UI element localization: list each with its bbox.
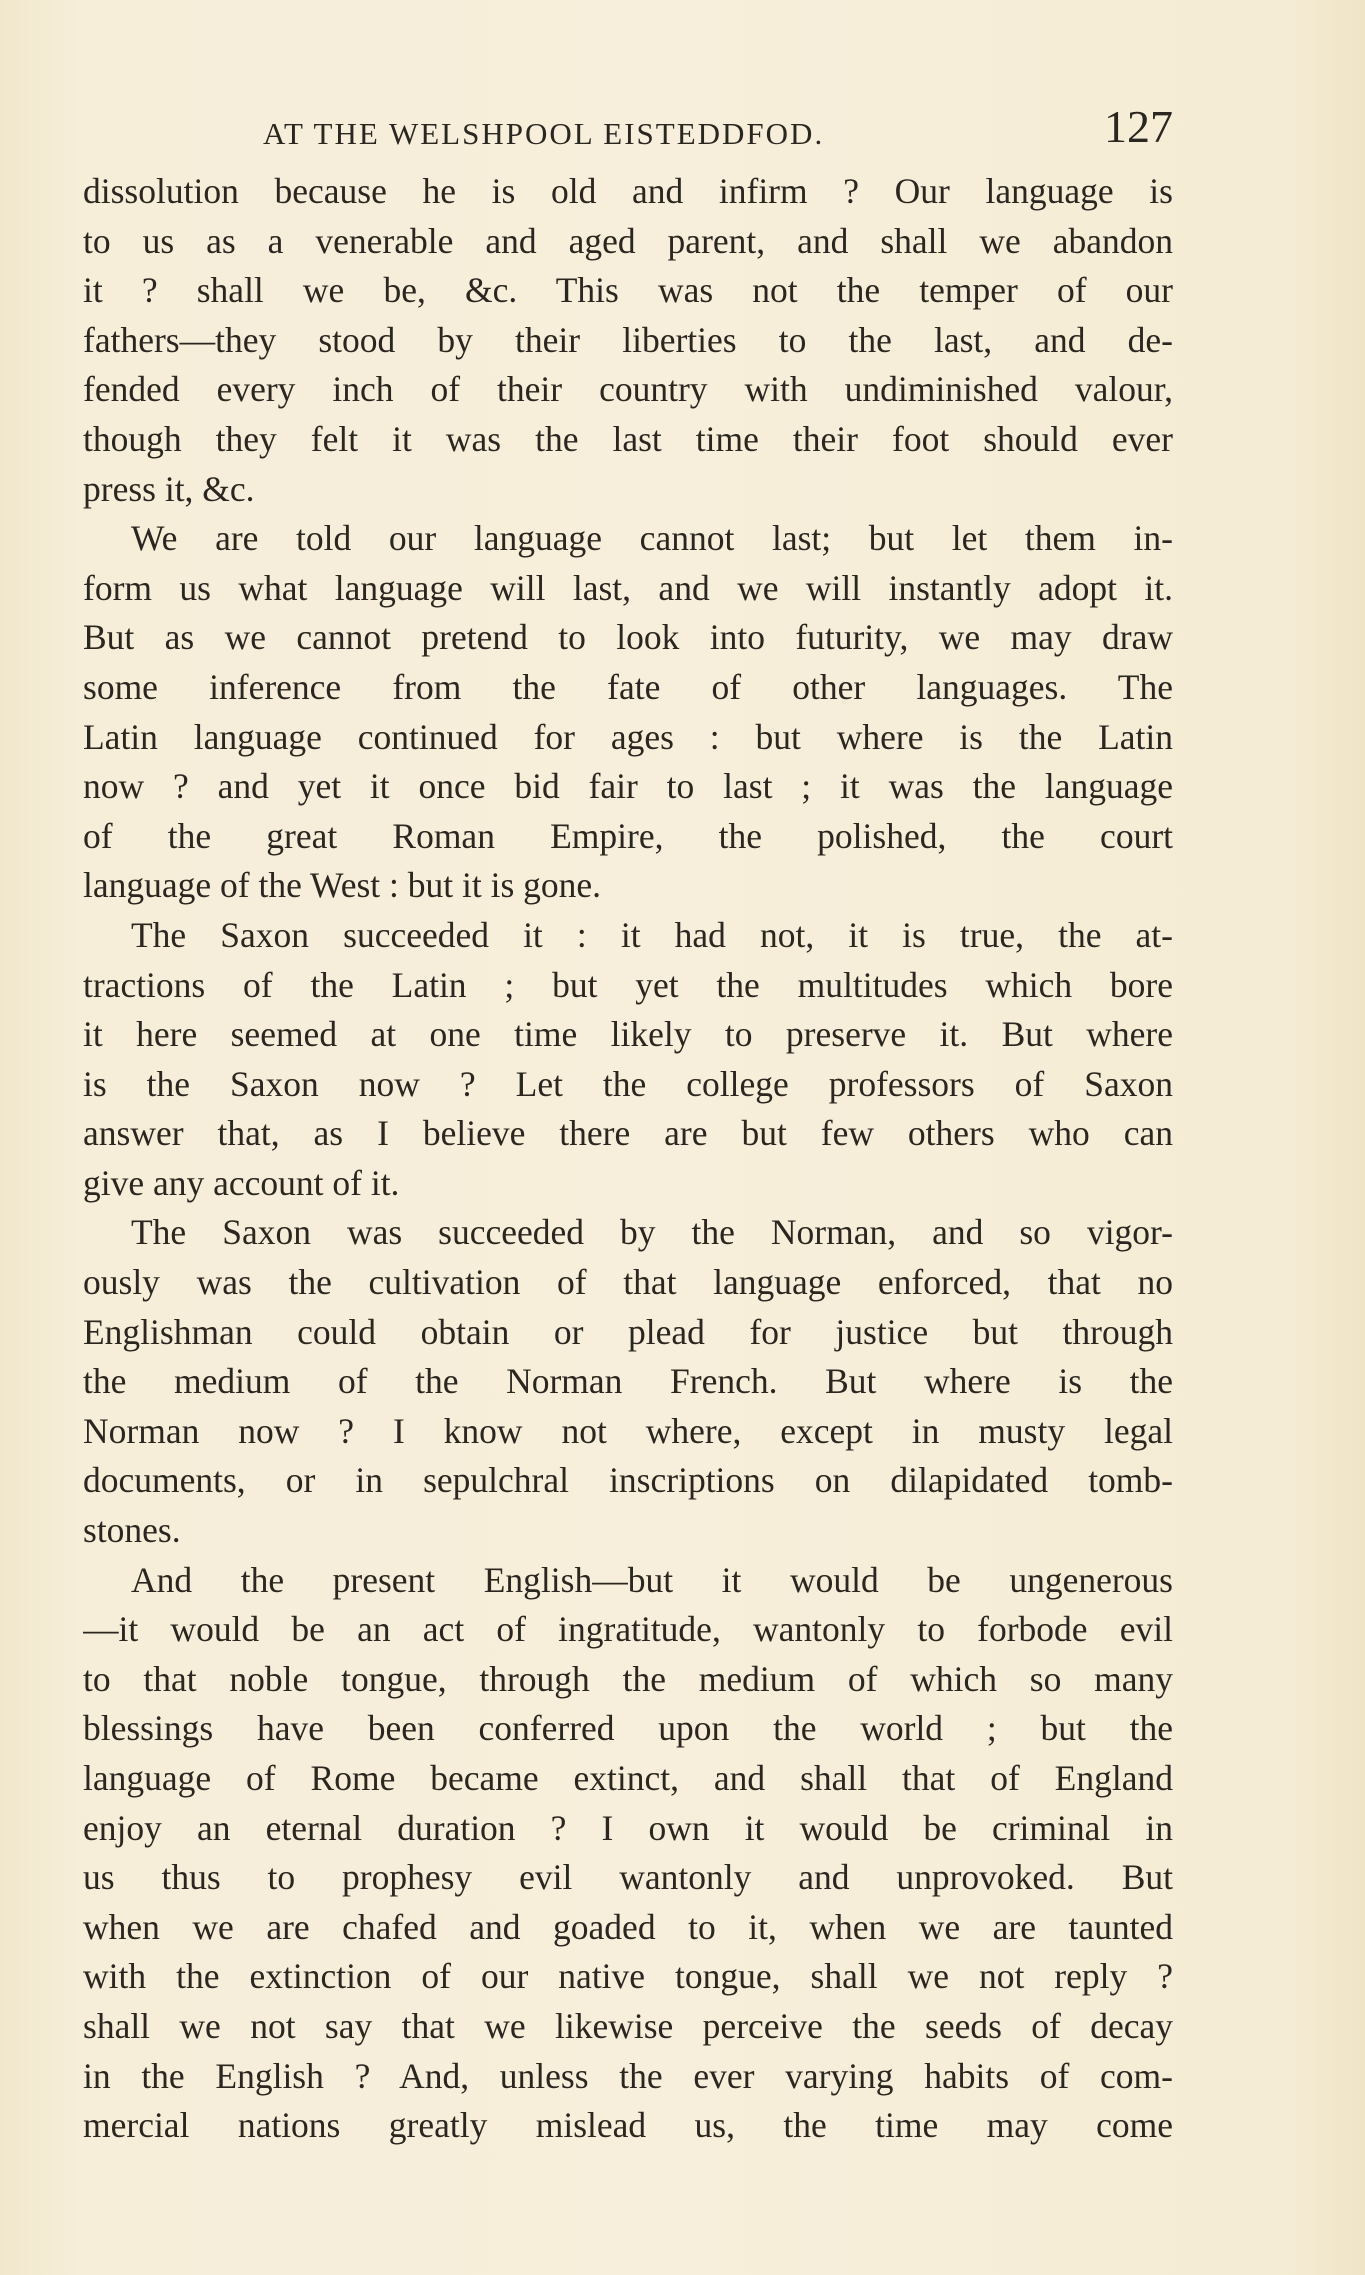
text-line: dissolution because he is old and infirm ? Our language is xyxy=(83,171,1173,211)
text-line: documents, or in sepulchral inscriptions on dilapidated tomb- xyxy=(83,1460,1173,1501)
text-line: though they felt it was the last time their foot should ever xyxy=(83,418,1173,459)
text-line: fathers—they stood by their liberties to the last, and de- xyxy=(83,319,1173,360)
text-line: We are told our language cannot last; but let them in- xyxy=(131,518,1173,559)
text-line: Latin language continued for ages : but where is the Latin xyxy=(83,716,1173,757)
text-line: —it would be an act of ingratitude, wantonly to forbode evil xyxy=(83,1609,1173,1650)
text-line: The Saxon succeeded it : it had not, it is true, the at- xyxy=(131,914,1173,955)
text-line: the medium of the Norman French. But where is the xyxy=(83,1361,1173,1402)
paragraph xyxy=(83,514,1173,911)
text-line: answer that, as I believe there are but few others who can xyxy=(83,1113,1173,1154)
running-head: AT THE WELSHPOOL EISTEDDFOD. xyxy=(263,116,825,151)
text-line: language of the West : but it is gone. xyxy=(83,865,602,906)
text-line: ously was the cultivation of that language enforced, that no xyxy=(83,1262,1173,1303)
text-line: fended every inch of their country with undiminished valour, xyxy=(83,369,1173,410)
paragraph xyxy=(83,911,1173,1209)
text-line: But as we cannot pretend to look into futurity, we may draw xyxy=(83,617,1173,658)
text-line: is the Saxon now ? Let the college professors of Saxon xyxy=(83,1063,1173,1104)
text-line: enjoy an eternal duration ? I own it would be criminal in xyxy=(83,1807,1173,1848)
text-line: us thus to prophesy evil wantonly and unprovoked. But xyxy=(83,1857,1173,1898)
text-line: The Saxon was succeeded by the Norman, and so vigor- xyxy=(131,1212,1173,1253)
paragraph xyxy=(83,1208,1173,1555)
text-line: tractions of the Latin ; but yet the multitudes which bore xyxy=(83,964,1173,1005)
text-line: when we are chafed and goaded to it, when we are taunted xyxy=(83,1906,1173,1947)
text-line: it here seemed at one time likely to preserve it. But where xyxy=(83,1014,1173,1055)
text-line: it ? shall we be, &c. This was not the temper of our xyxy=(83,270,1173,311)
text-line: language of Rome became extinct, and shall that of England xyxy=(83,1758,1173,1798)
text-line: blessings have been conferred upon the world ; but the xyxy=(83,1708,1173,1749)
text-line: now ? and yet it once bid fair to last ; it was the language xyxy=(83,766,1173,807)
text-line: press it, &c. xyxy=(83,468,255,509)
text-line: Norman now ? I know not where, except in musty legal xyxy=(83,1410,1173,1451)
text-line: Englishman could obtain or plead for justice but through xyxy=(83,1311,1173,1352)
page-number: 127 xyxy=(1104,101,1173,152)
text-line: of the great Roman Empire, the polished, the court xyxy=(83,815,1173,856)
paragraph xyxy=(83,167,1173,514)
text-line: some inference from the fate of other languages. The xyxy=(83,666,1173,707)
text-line: stones. xyxy=(83,1510,181,1551)
paragraph xyxy=(83,1556,1173,2151)
text-line: form us what language will last, and we will instantly adopt it. xyxy=(83,567,1173,608)
text-line: with the extinction of our native tongue, shall we not reply ? xyxy=(83,1956,1173,1997)
page-header xyxy=(83,100,1173,160)
text-line: And the present English—but it would be ungenerous xyxy=(131,1559,1173,1600)
text-line: to that noble tongue, through the medium of which so many xyxy=(83,1658,1173,1699)
text-line: in the English ? And, unless the ever varying habits of com- xyxy=(83,2055,1173,2096)
text-line: shall we not say that we likewise perceive the seeds of decay xyxy=(83,2005,1173,2046)
body-text xyxy=(83,167,1173,2151)
text-line: mercial nations greatly mislead us, the time may come xyxy=(83,2105,1173,2146)
text-line: give any account of it. xyxy=(83,1162,400,1203)
text-line: to us as a venerable and aged parent, and shall we abandon xyxy=(83,220,1173,261)
